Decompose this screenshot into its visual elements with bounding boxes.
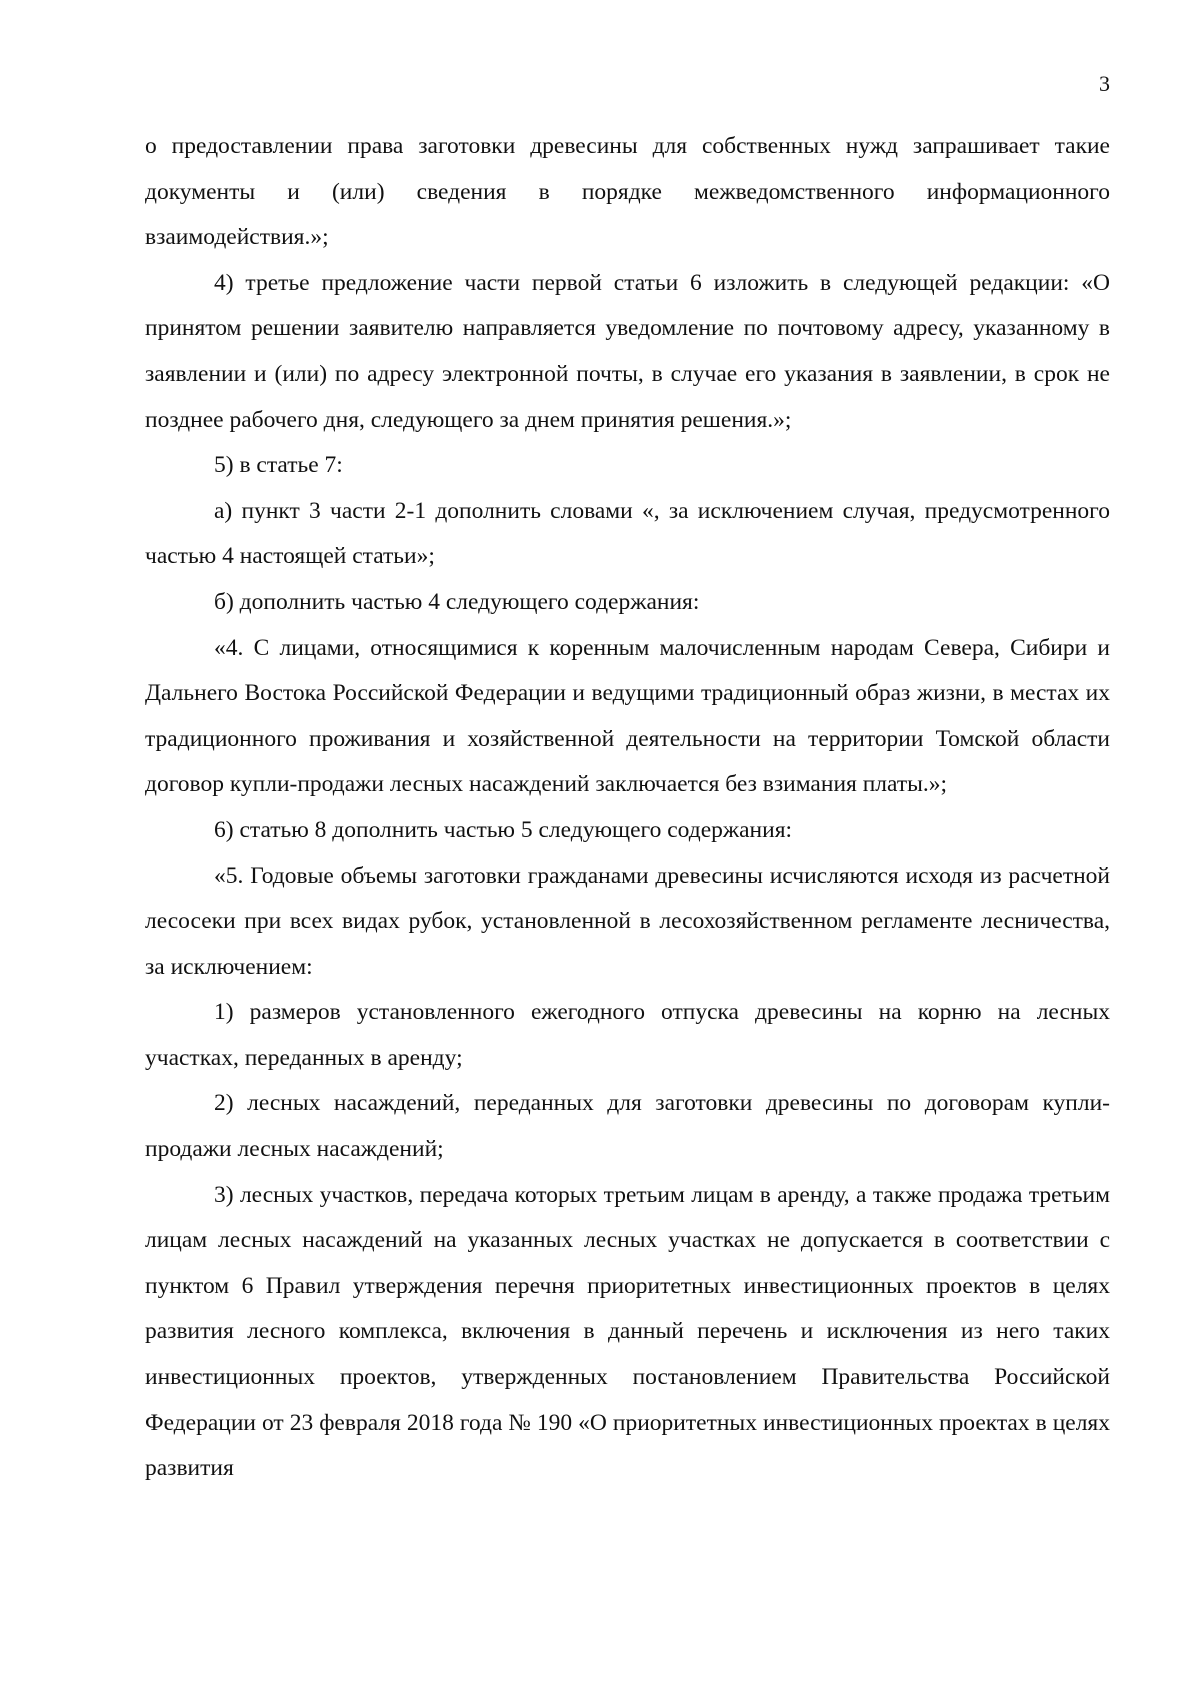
paragraph-item-6: 6) статью 8 дополнить частью 5 следующего содержания: — [214, 816, 793, 843]
paragraph-item-5b: б) дополнить частью 4 следующего содержания: — [214, 588, 700, 615]
paragraph-item-4: 4) третье предложение части первой статьи 6 изложить в следующей редакции: «О принятом решении заявителю направляется уведомление по почтовому адресу, указанному в заявлении и (или) по адресу электронной почты, в случае его указания в заявлении, в срок не позднее рабочего дня, следующего за днем принятия решения.»; — [145, 269, 1110, 433]
page-number: 3 — [1099, 71, 1110, 96]
document-body — [145, 124, 1110, 1492]
paragraph-item-5a: а) пункт 3 части 2-1 дополнить словами «, за исключением случая, предусмотренного частью 4 настоящей статьи»; — [145, 497, 1110, 570]
paragraph-item-5: 5) в статье 7: — [214, 452, 343, 479]
paragraph-part-4-text: «4. С лицами, относящимися к коренным малочисленным народам Севера, Сибири и Дальнего Востока Российской Федерации и ведущими традиционный образ жизни, в местах их традиционного проживания и хозяйственной деятельности на территории Томской области договор купли-продажи лесных насаждений заключается без взимания платы.»; — [145, 634, 1110, 798]
paragraph-exception-3: 3) лесных участков, передача которых третьим лицам в аренду, а также продажа третьим лицам лесных насаждений на указанных лесных участках не допускается в соответствии с пунктом 6 Правил утверждения перечня приоритетных инвестиционных проектов в целях развития лесного комплекса, включения в данный перечень и исключения из него таких инвестиционных проектов, утвержденных постановлением Правительства Российской Федерации от 23 февраля 2018 года № 190 «О приоритетных инвестиционных проектах в целях развития — [145, 1181, 1110, 1482]
paragraph-continuation: о предоставлении права заготовки древесины для собственных нужд запрашивает такие документы и (или) сведения в порядке межведомственного информационного взаимодействия.»; — [145, 133, 1110, 251]
paragraph-exception-1: 1) размеров установленного ежегодного отпуска древесины на корню на лесных участках, переданных в аренду; — [145, 999, 1110, 1071]
paragraph-exception-2: 2) лесных насаждений, переданных для заготовки древесины по договорам купли-продажи лесных насаждений; — [145, 1090, 1110, 1163]
paragraph-part-5-text: «5. Годовые объемы заготовки гражданами древесины исчисляются исходя из расчетной лесосеки при всех видах рубок, установленной в лесохозяйственном регламенте лесничества, за исключением: — [145, 862, 1110, 980]
